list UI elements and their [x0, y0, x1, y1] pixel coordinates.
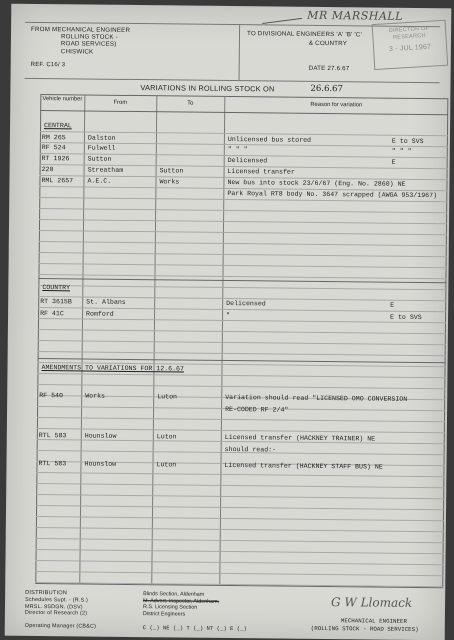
distribution-item: M. Advert. Inspector, Aldenham, — [143, 597, 220, 605]
reason-text: Variation should read "LICENSED OMO CONVERSION — [225, 393, 408, 403]
reason-text: Park Royal RT8 body No. 3647 scrapped (AWGA 953/1967) — [227, 189, 438, 200]
form-title-date: 26.6.67 — [310, 83, 343, 95]
reason-code: E to SVS — [391, 137, 424, 146]
stamp-line: DIRECTOR OF — [388, 25, 430, 35]
reason-text: Delicensed — [227, 156, 268, 165]
from-location: Hounslow — [84, 432, 117, 440]
column-header-from: From — [113, 99, 128, 106]
column-header-to: To — [187, 100, 194, 107]
signature-title: MECHANICAL ENGINEER — [340, 617, 408, 625]
section-heading: CENTRAL — [44, 122, 72, 130]
to-location: Luton — [156, 433, 177, 441]
reason-text: Unlicensed bus stored — [227, 135, 312, 144]
handwritten-scribble — [260, 4, 302, 24]
ref-number: REF. C16/ 3 — [30, 61, 66, 69]
reason-text: Licensed transfer — [227, 167, 295, 176]
vehicle-number: RML 2657 — [41, 177, 74, 185]
vehicle-number: RTL 583 — [38, 460, 67, 468]
variations-table — [35, 94, 448, 588]
reason-text: Licensed transfer (HACKNEY TRAINER) NE — [224, 433, 376, 443]
distribution-item: MRSL. 9SDGN. (DSV) — [24, 603, 83, 611]
to-line: TO DIVISIONAL ENGINEERS 'A' 'B' 'C' — [246, 30, 362, 39]
vehicle-number: RT 3615B — [40, 298, 72, 306]
reason-code: E — [390, 301, 395, 309]
received-stamp — [372, 20, 449, 70]
from-line: ROLLING STOCK - — [60, 33, 118, 42]
distribution-item: Operating Manager (CB&C) — [24, 622, 97, 630]
distribution-list-left — [25, 597, 97, 630]
distribution-item: District Engineers — [142, 610, 186, 618]
to-location: Sutton — [159, 167, 184, 175]
reason-text: " — [226, 311, 231, 320]
from-location: Romford — [86, 310, 114, 318]
reason-text: Licensed transfer (HACKNEY STAFF BUS) NE — [224, 461, 383, 471]
vehicle-number: RM 265 — [41, 134, 66, 142]
vehicle-number: RT 1926 — [41, 155, 70, 163]
reason-text: Delicensed — [226, 299, 266, 308]
header-divider — [239, 24, 241, 80]
reason-code: E — [391, 158, 396, 166]
to-location: Luton — [156, 461, 177, 469]
form-title: VARIATIONS IN ROLLING STOCK ON — [140, 83, 275, 94]
signature-department: (ROLLING STOCK - ROAD SERVICES) — [310, 624, 419, 634]
signature: G W Llomack — [330, 595, 413, 610]
document-sheet — [5, 4, 452, 640]
stamp-date: 3 - JUL 1967 — [388, 44, 432, 54]
from-location: Sutton — [87, 155, 112, 163]
vehicle-number: 220 — [41, 166, 54, 174]
from-location: Hounslow — [84, 460, 117, 468]
vehicle-number: RTL 583 — [38, 432, 67, 440]
from-line: FROM MECHANICAL ENGINEER — [31, 25, 131, 34]
reason-text: RE-CODED RF 2/4" — [225, 405, 289, 414]
from-line: CHISWICK — [60, 47, 94, 56]
vehicle-number: RF 41C — [40, 310, 64, 318]
reason-text: New bus into stock 23/6/67 (Eng. No. 2860) NE — [227, 178, 406, 188]
vehicle-number: RF 540 — [39, 392, 64, 400]
reason-text: should read:- — [224, 445, 277, 454]
from-line: ROAD SERVICES) — [60, 40, 117, 49]
to-location: Works — [159, 178, 180, 186]
column-header-reason: Reason for variation — [310, 101, 363, 109]
to-line: & COUNTRY — [308, 39, 348, 48]
reason-code: E to SVS — [390, 313, 422, 322]
section-heading: COUNTRY — [42, 284, 71, 292]
distribution-item: Schedules Supt. - (R.S.) — [25, 596, 89, 604]
from-location: St. Albans — [86, 298, 126, 306]
distribution-item: Blinds Section, Aldenham — [143, 591, 205, 598]
section-heading: AMENDMENTS TO VARIATIONS FOR 12.6.67 — [41, 364, 184, 373]
from-location: Fulwell — [87, 144, 116, 152]
vehicle-number: RF 524 — [41, 144, 66, 152]
distribution-heading: DISTRIBUTION — [25, 589, 68, 597]
header-bottom-rule — [25, 78, 440, 83]
stamp-line: RESEARCH — [392, 33, 426, 42]
district-codes: C (_) NE (_) T (_) NT (_) E (_) — [142, 624, 247, 633]
reason-code: " " " — [391, 147, 412, 155]
distribution-list-mid — [143, 591, 247, 633]
from-location: Dalston — [87, 134, 116, 142]
distribution-item: Director of Research (2) — [24, 610, 88, 617]
reason-text: " " " — [227, 145, 248, 154]
to-location: Luton — [157, 393, 178, 401]
handwritten-addressee: MR MARSHALL — [307, 8, 403, 23]
from-location: Works — [85, 392, 106, 400]
from-location: A.E.C. — [87, 177, 112, 185]
memo-date: DATE 27.6.67 — [308, 64, 350, 73]
column-header-vehicle: Vehicle number — [42, 96, 83, 103]
from-block — [31, 26, 221, 57]
from-location: Streatham — [87, 166, 124, 174]
distribution-item: R.S. Licensing Section — [142, 604, 198, 611]
